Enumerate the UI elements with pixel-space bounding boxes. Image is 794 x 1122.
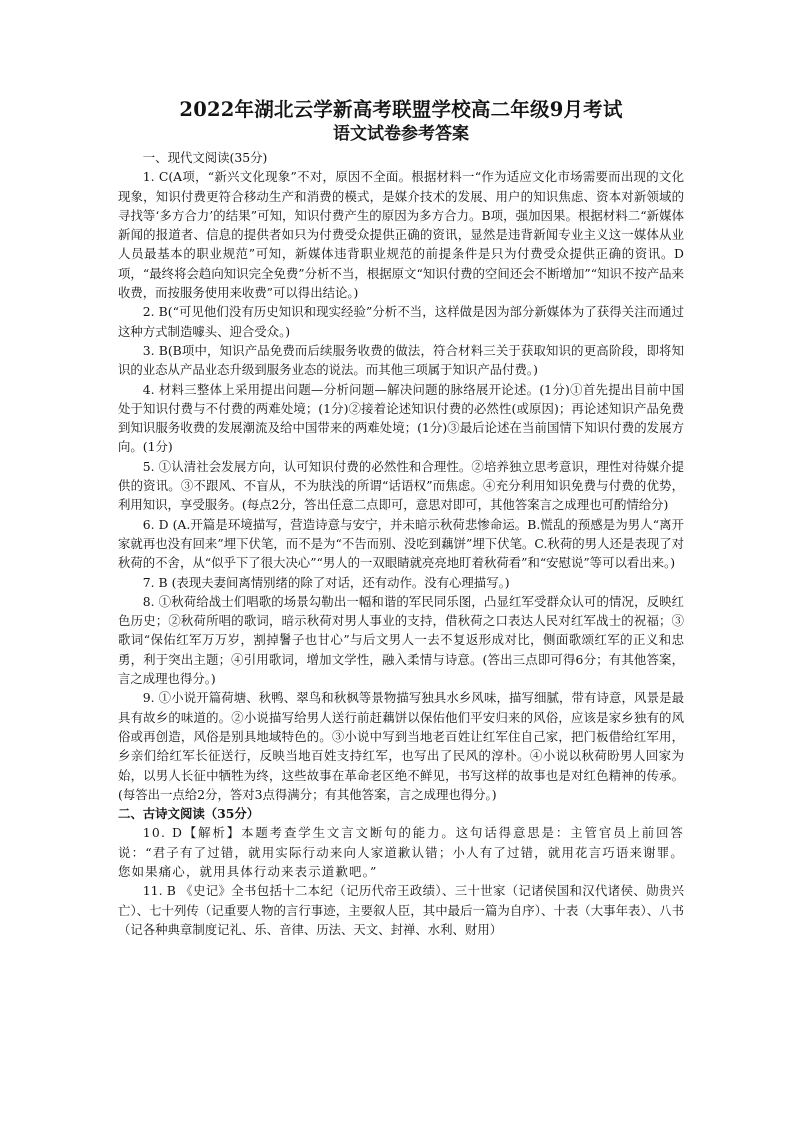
answer-item-6: 6. D (A.开篇是环境描写，营造诗意与安宁，并未暗示秋荷悲惨命运。B.慌乱的预感是为男人“离开家就再也没有回来”埋下伏笔，而不是为“不告而别、没吃到藕饼”埋下伏笔。C.秋荷的男人还是表现了对秋荷的不舍，从“似乎下了很大决心”“男人的一双眼睛就亮亮地盯着秋荷看”和“安慰说”等可以看出来。) bbox=[118, 516, 684, 571]
document-title: 2022年湖北云学新高考联盟学校高二年级9月考试 bbox=[179, 98, 623, 121]
section-heading-classical-reading: 二、古诗文阅读（35分） bbox=[118, 806, 260, 822]
answer-item-8: 8. ①秋荷给战士们唱歌的场景勾勒出一幅和谐的军民同乐图，凸显红军受群众认可的情况，反映红色历史；②秋荷所唱的歌词，暗示秋荷对男人事业的支持，借秋荷之口表达人民对红军战士的祝福；③歌词“保佑红军万万岁，割掉鬐子也甘心”与后文男人一去不复返形成对比，侧面歌颂红军的正义和忠勇，利于突出主题；④引用歌词，增加文学性，融入柔情与诗意。(答出三点即可得6分；有其他答案，言之成理也得分。) bbox=[118, 593, 684, 687]
answer-item-10: 10. D【解析】本题考查学生文言文断句的能力。这句话得意思是：主管官员上前回答说：“君子有了过错，就用实际行动来向人家道歉认错；小人有了过错，就用花言巧语来谢罪。您如果痛心，就用具体行动来表示道歉吧。” bbox=[118, 825, 684, 879]
answer-item-4: 4. 材料三整体上采用提出问题—分析问题—解决问题的脉络展开论述。(1分)①首先提出目前中国处于知识付费与不付费的两难处境；(1分)②接着论述知识付费的必然性(或原因)；再论述知识产品免费到知识服务收费的发展潮流及给中国带来的两难处境；(1分)③最后论述在当前国情下知识付费的发展方向。(1分) bbox=[118, 381, 684, 455]
answer-item-11: 11. B 《史记》全书包括十二本纪（记历代帝王政绩）、三十世家（记诸侯国和汉代诸侯、勋贵兴亡）、七十列传（记重要人物的言行事迹，主要叙人臣，其中最后一篇为自序）、十表（大事年表）、八书（记各种典章制度记礼、乐、音律、历法、天文、封禅、水利、财用） bbox=[118, 883, 684, 937]
section-heading-modern-reading: 一、现代文阅读(35分) bbox=[142, 150, 268, 165]
answer-item-3: 3. B(B项中，知识产品免费而后续服务收费的做法，符合材料三关于获取知识的更高阶段，即将知识的业态从产品业态升级到服务业态的说法。而其他三项属于知识产品付费。) bbox=[118, 342, 684, 378]
answer-item-2: 2. B(“可见他们没有历史知识和现实经验”分析不当，这样做是因为部分新媒体为了获得关注而通过这种方式制造噱头、迎合受众。) bbox=[118, 304, 684, 339]
document-subtitle: 语文试卷参考答案 bbox=[333, 124, 469, 144]
answer-sheet-page bbox=[118, 98, 684, 939]
answer-item-7: 7. B (表现夫妻间离情别绪的除了对话，还有动作。没有心理描写。) bbox=[142, 574, 510, 590]
answer-item-1: 1. C(A项，“新兴文化现象”不对，原因不全面。根据材料一“作为适应文化市场需要而出现的文化现象，知识付费更符合移动生产和消费的模式，是媒介技术的发展、用户的知识焦虑、资本对新领域的寻找等‘多方合力’的结果”可知，知识付费产生的原因为多方合力。B项，强加因果。根据材料二“新媒体新闻的报道者、信息的提供者如只为付费受众提供正确的资讯，显然是违背新闻专业主义这一媒体从业人员最基本的职业规范”可知，新媒体违背职业规范的前提条件是只为付费受众提供正确的资讯。D项，“最终将会趋向知识完全免费”分析不当，根据原文“知识付费的空间还会不断增加”“知识不按产品来收费，而按服务使用来收费”可以得出结论。) bbox=[118, 169, 684, 301]
answer-item-9: 9. ①小说开篇荷塘、秋鸭、翠鸟和秋枫等景物描写独具水乡风味，描写细腻，带有诗意，风景是最具有故乡的味道的。②小说描写给男人送行前赶藕饼以保佑他们平安归来的风俗，应该是家乡独有的风俗或再创造，风俗是别具地域特色的。③小说中写到当地老百姓让红军住自己家，把门板借给红军用，乡亲们给红军长征送行，反映当地百姓支持红军，也写出了民风的淳朴。④小说以秋荷盼男人回家为始，以男人长征中牺牲为终，这些故事在革命老区绝不鲜见，书写这样的故事也是对红色精神的传承。(每答出一点给2分，答对3点得满分；有其他答案，言之成理也得分。) bbox=[118, 690, 684, 802]
answer-item-5: 5. ①认清社会发展方向，认可知识付费的必然性和合理性。②培养独立思考意识，理性对待媒介提供的资讯。③不跟风、不盲从，不为肤浅的所谓“话语权”而焦虑。④充分利用知识免费与付费的优势，利用知识，享受服务。(每点2分，答出任意二点即可，意思对即可，其他答案言之成理也可酌情给分) bbox=[118, 458, 684, 513]
